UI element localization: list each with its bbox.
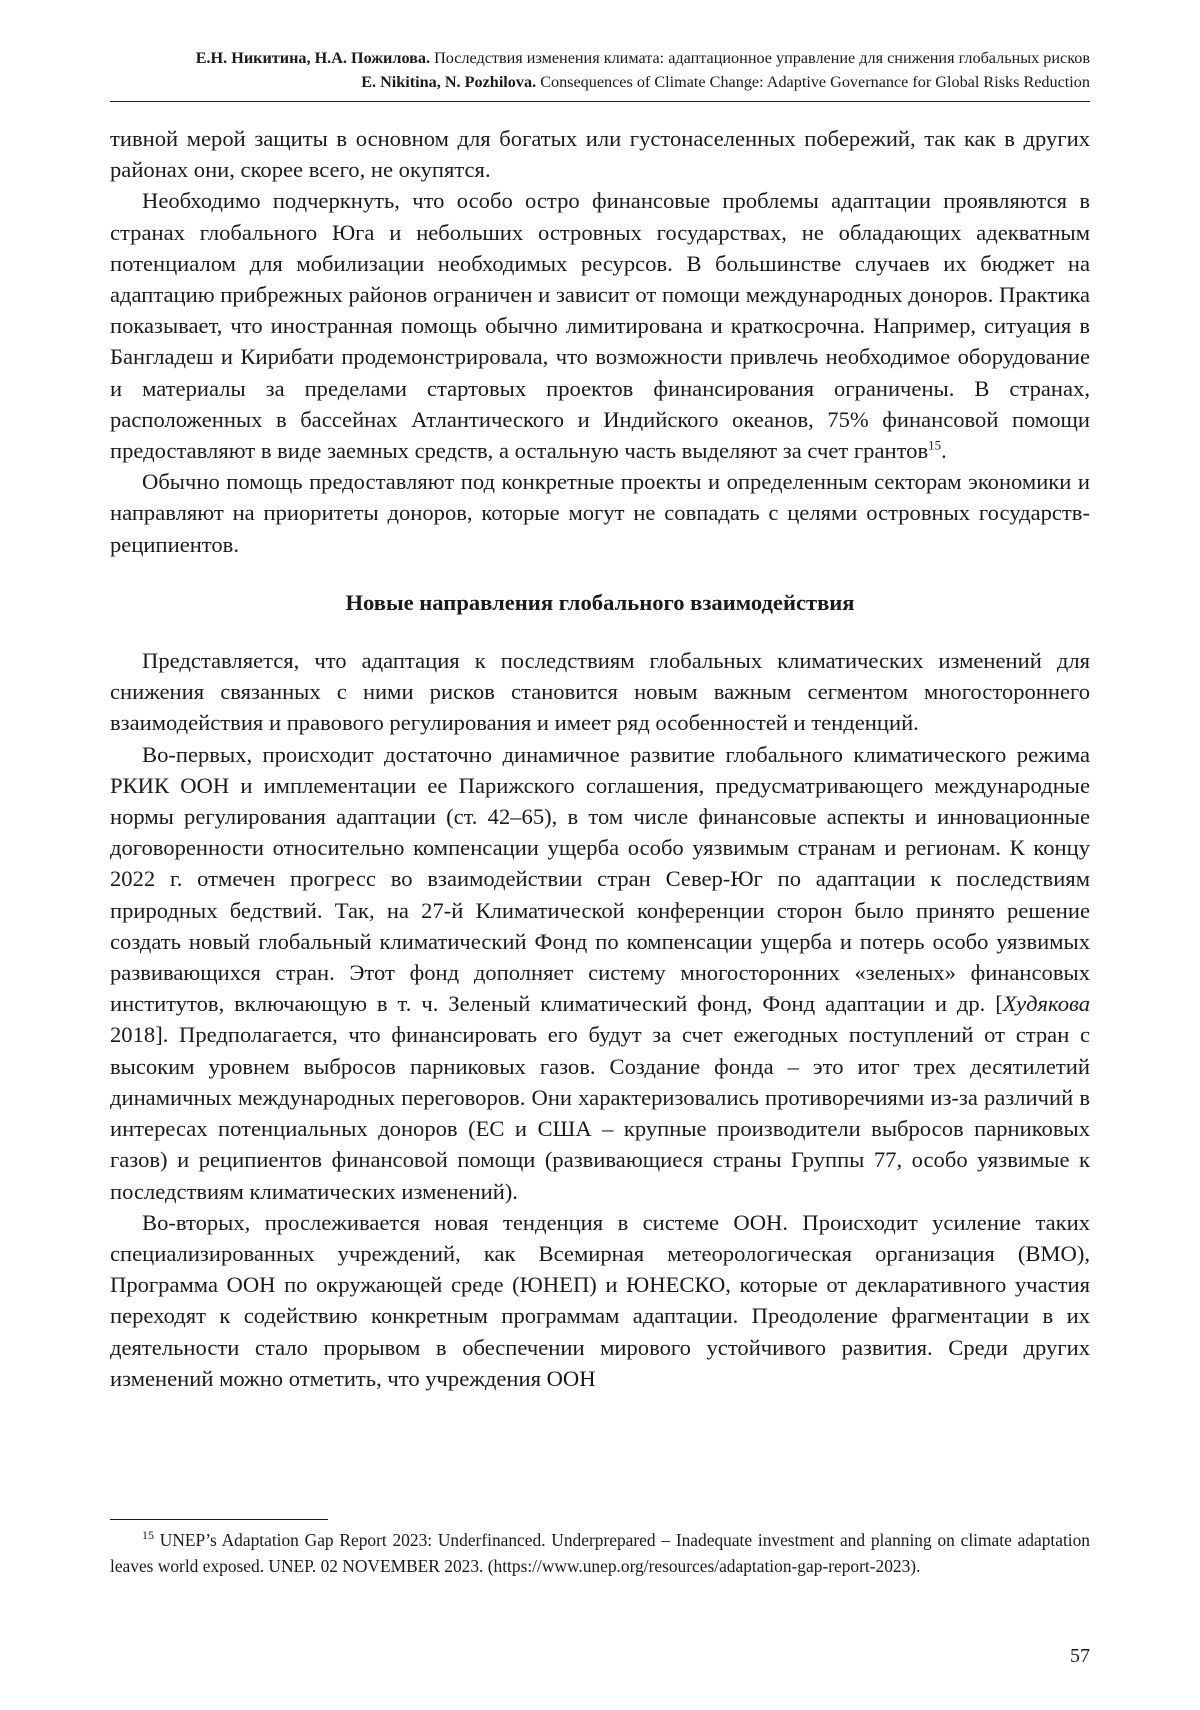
header-en-title: Consequences of Climate Change: Adaptive Governance for Global Risks Reduction [540, 73, 1090, 91]
paragraph-financial-problems-text: Необходимо подчеркнуть, что особо остро финансовые проблемы адаптации проявляются в странах глобального Юга и небольших островных государствах, не обладающих адекватным потенциалом для мобилизации необходимых ресурсов. В большинстве случаев их бюджет на адаптацию прибрежных районов ограничен и зависит от помощи международных доноров. Практика показывает, что иностранная помощь обычно лимитирована и краткосрочна. Например, ситуация в Бангладеш и Кирибати продемонстрировала, что возможности привлечь необходимое оборудование и материалы за пределами стартовых проектов финансирования ограничены. В странах, расположенных в бассейнах Атлантического и Индийского океанов, 75% финансовой помощи предоставляют в виде заемных средств, а остальную часть выделяют за счет грантов [110, 188, 1090, 464]
paragraph-continuation: тивной мерой защиты в основном для богатых или густонаселенных побережий, так как в других районах они, скорее всего, не окупятся. [110, 126, 1090, 183]
paragraph-first-part-b: 2018]. Предполагается, что финансировать его будут за счет ежегодных поступлений от стран с высоким уровнем выбросов парниковых газов. Создание фонда – это итог трех десятилетий динамичных международных переговоров. Они характеризовались противоречиями из-за различий в интересах потенциальных доноров (ЕС и США – крупные производители выбросов парниковых газов) и реципиентов финансовой помощи (развивающиеся страны Группы 77, особо уязвимые к последствиям климатических изменений). [110, 1022, 1090, 1204]
footnote-reference[interactable]: 15 [928, 437, 942, 453]
paragraph-donor-priorities: Обычно помощь предоставляют под конкретные проекты и определенным секторам экономики и направляют на приоритеты доноров, которые могут не совпадать с целями островных государств-реципиентов. [110, 469, 1090, 557]
paragraph-intro: Представляется, что адаптация к последствиям глобальных климатических изменений для снижения связанных с ними рисков становится новым важным сегментом многостороннего взаимодействия и правового регулирования и имеет ряд особенностей и тенденций. [110, 648, 1090, 736]
citation-author: Худякова [1002, 991, 1090, 1017]
footnote-number: 15 [142, 1528, 154, 1543]
header-ru-title: Последствия изменения климата: адаптационное управление для снижения глобальных рисков [434, 49, 1090, 67]
article-body [110, 123, 1090, 1394]
running-header [110, 46, 1090, 94]
footnote-divider [110, 1519, 328, 1520]
header-en-line [110, 70, 1090, 94]
paragraph-financial-problems: Необходимо подчеркнуть, что особо остро финансовые проблемы адаптации проявляются в странах глобального Юга и небольших островных государствах, не обладающих адекватным потенциалом для мобилизации необходимых ресурсов. В большинстве случаев их бюджет на адаптацию прибрежных районов ограничен и зависит от помощи международных доноров. Практика показывает, что иностранная помощь обычно лимитирована и краткосрочна. Например, ситуация в Бангладеш и Кирибати продемонстрировала, что возможности привлечь необходимое оборудование и материалы за пределами стартовых проектов финансирования ограничены. В странах, расположенных в бассейнах Атлантического и Индийского океанов, 75% финансовой помощи предоставляют в виде заемных средств, а остальную часть выделяют за счет грантов$^{15}$. [110, 188, 1090, 464]
page-number: 57 [1070, 1645, 1090, 1667]
paragraph-first [110, 739, 1090, 1207]
paragraph-first-part-a: Во-первых, происходит достаточно динамичное развитие глобального климатического режима РКИК ООН и имплементации ее Парижского соглашения, предусматривающего международные нормы регулирования адаптации (ст. 42–65), в том числе финансовые аспекты и инновационные договоренности относительно компенсации ущерба особо уязвимым странам и регионам. К концу 2022 г. отмечен прогресс во взаимодействии стран Север-Юг по адаптации к последствиям природных бедствий. Так, на 27-й Климатической конференции сторон было принято решение создать новый глобальный климатический Фонд по компенсации ущерба и потерь особо уязвимых развивающихся стран. Этот фонд дополняет систему многосторонних «зеленых» финансовых институтов, включающую в т. ч. Зеленый климатический фонд, Фонд адаптации и др. [ [110, 741, 1090, 1017]
footnote [110, 1528, 1090, 1579]
header-ru-line [110, 46, 1090, 70]
paragraph-second: Во-вторых, прослеживается новая тенденция в системе ООН. Происходит усиление таких специализированных учреждений, как Всемирная метеорологическая организация (ВМО), Программа ООН по окружающей среде (ЮНЕП) и ЮНЕСКО, которые от декларативного участия переходят к содействию конкретным программам адаптации. Преодоление фрагментации в их деятельности стало прорывом в обеспечении мирового устойчивого развития. Среди других изменений можно отметить, что учреждения ООН [110, 1209, 1090, 1391]
header-divider [110, 101, 1090, 102]
section-heading: Новые направления глобального взаимодействия [345, 589, 855, 615]
header-en-authors: E. Nikitina, N. Pozhilova. [361, 73, 537, 91]
header-ru-authors: Е.Н. Никитина, Н.А. Пожилова. [195, 49, 431, 67]
footnote-text: UNEP’s Adaptation Gap Report 2023: Underfinanced. Underprepared – Inadequate investment and planning on climate adaptation leaves world exposed. UNEP. 02 NOVEMBER 2023. (https://www.unep.org/resources/adaptation-gap-report-2023). [110, 1530, 1090, 1576]
